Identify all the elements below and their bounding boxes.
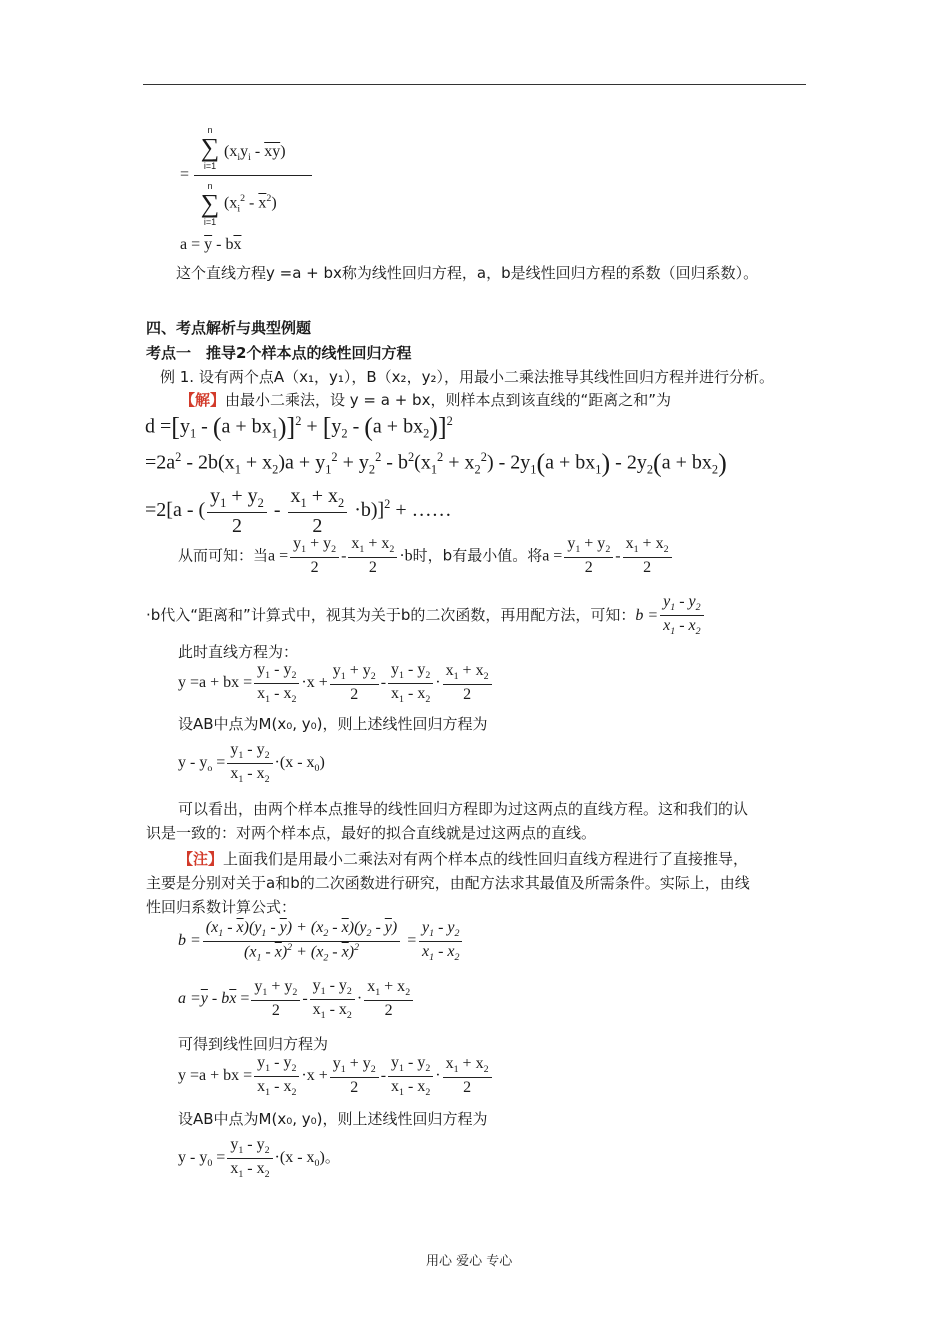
expanded-equation: $=2a^2 - 2b(x_1 + x_2)a + y_1^2 + y_2^2 - b^2(x_1^2 + x_2^2) - 2y_1(a + bx_1) - 2y_2(a + bx_2)$ [145, 448, 727, 478]
section-subheading: 考点一 推导2个样本点的线性回归方程 [146, 344, 412, 362]
minimum-condition-line: 从而可知：当a = $\frac{y_1 + y_2}{2}$ - $\frac{x_1 + x_2}{2}$ ·b时，b有最小值。将a = $\frac{y_1 + y_2}{2}$ - $\frac{x_1 + x_2}{2}$ [178, 534, 674, 578]
formula-b-summation: n ∑ i=1 $(x_iy_i - \overline{xy})$ n ∑ i=1 $(x_i^2 - \overline{x}^2)$ [176, 125, 316, 225]
denominator-body: $(x_i^2 - \overline{x}^2)$ [224, 193, 277, 215]
conclusion-line-2: 识是一致的：对两个样本点，最好的拟合直线就是过这两点的直线。 [146, 824, 597, 842]
point-slope-equation-2: y - $y_0$ = $\frac{y_1 - y_2}{x_1 - x_2}$ $\cdot(x - x_0)$。 [178, 1136, 340, 1180]
example-statement: 例 1. 设有两个点A（x₁，y₁），B（x₂，y₂），用最小二乘法推导其线性回归方程并进行分析。 [160, 368, 774, 386]
regression-definition: 这个直线方程y =a + bx称为线性回归方程，a，b是线性回归方程的系数（回归系数）。 [176, 264, 759, 282]
end-mark: 。 [324, 1148, 340, 1166]
line-equation-label: 此时直线方程为： [178, 643, 299, 661]
note-line-3: 性回归系数计算公式： [146, 898, 297, 916]
obtain-line: 可得到线性回归方程为 [178, 1035, 329, 1053]
sigma-symbol: ∑ [200, 133, 220, 162]
midpoint-text-1: 设AB中点为M(x₀, y₀)，则上述线性回归方程为 [178, 715, 488, 733]
midpoint-text-2: 设AB中点为M(x₀, y₀)，则上述线性回归方程为 [178, 1110, 488, 1128]
header-rule [143, 84, 806, 85]
point-slope-equation-1: y - $y_o$ = $\frac{y_1 - y_2}{x_1 - x_2}$ $\cdot(x - x_0)$ [178, 741, 325, 785]
fraction-bar [194, 175, 312, 176]
sum-upper-limit: n [207, 125, 213, 135]
section-heading: 四、考点解析与典型例题 [146, 319, 312, 337]
line-equation-2: y =a + bx = $\frac{y_1 - y_2}{x_1 - x_2}$ ·x + $\frac{y_1 + y_2}{2}$ - $\frac{y_1 - y_2}{x_1 - x_2}$ · $\frac{x_1 + x_2}{2}$ [178, 1053, 494, 1100]
equals-sign: = [180, 166, 190, 183]
numerator-body: $(x_iy_i - \overline{xy})$ [224, 143, 286, 164]
note-line-1: 上面我们是用最小二乘法对有两个样本点的线性回归直线方程进行了直接推导， [223, 850, 749, 868]
completed-square-equation: =2[a - ( $\frac{y_1 + y_2}{2}$ - $\frac{x_1 + x_2}{2}$ ·b)]$^2$ + …… [145, 485, 452, 537]
page-footer: 用心 爱心 专心 [426, 1254, 513, 1269]
note-line-2: 主要是分别对关于a和b的二次函数进行研究，由配方法求其最值及所需条件。实际上，由线 [146, 874, 750, 892]
solution-tag: 【解】 [180, 391, 226, 409]
distance-sum-equation: $d =[y_1 - (a + bx_1)]^2 + [y_2 - (a + bx_2)]^2$ [145, 412, 453, 442]
a-formula: $a = \overline{y} - b\overline{x}$ [180, 236, 242, 253]
note-tag: 【注】 [178, 850, 224, 868]
sum-lower-limit: i=1 [203, 161, 217, 171]
solution-text: 由最小二乘法，设 y = a + bx，则样本点到该直线的“距离之和”为 [225, 391, 672, 409]
line-equation-1: y =a + bx = $\frac{y_1 - y_2}{x_1 - x_2}$ ·x + $\frac{y_1 + y_2}{2}$ - $\frac{y_1 - y_2}{x_1 - x_2}$ · $\frac{x_1 + x_2}{2}$ [178, 660, 494, 707]
conclusion-line-1: 可以看出，由两个样本点推导的线性回归方程即为过这两点的直线方程。这和我们的认 [178, 800, 749, 818]
substitution-line: ·b代入“距离和”计算式中，视其为关于b的二次函数，再用配方法，可知：b = $\frac{y_1 - y_2}{x_1 - x_2}$ [146, 592, 706, 639]
a-coefficient-formula: $a =\overline{y} - b\overline{x}$ = $\frac{y_1 + y_2}{2}$ - $\frac{y_1 - y_2}{x_1 - x_2}$ · $\frac{x_1 + x_2}{2}$ [178, 976, 415, 1023]
b-coefficient-formula: b = $\frac{(x_1 - \overline{x})(y_1 - \overline{y}) + (x_2 - \overline{x})(y_2 - \overline{y})}{(x_1 - \overline{x})^2 + (x_2 - \overline{x})^2}$ = $\frac{y_1 - y_2}{x_1 - x_2}$ [178, 918, 464, 965]
